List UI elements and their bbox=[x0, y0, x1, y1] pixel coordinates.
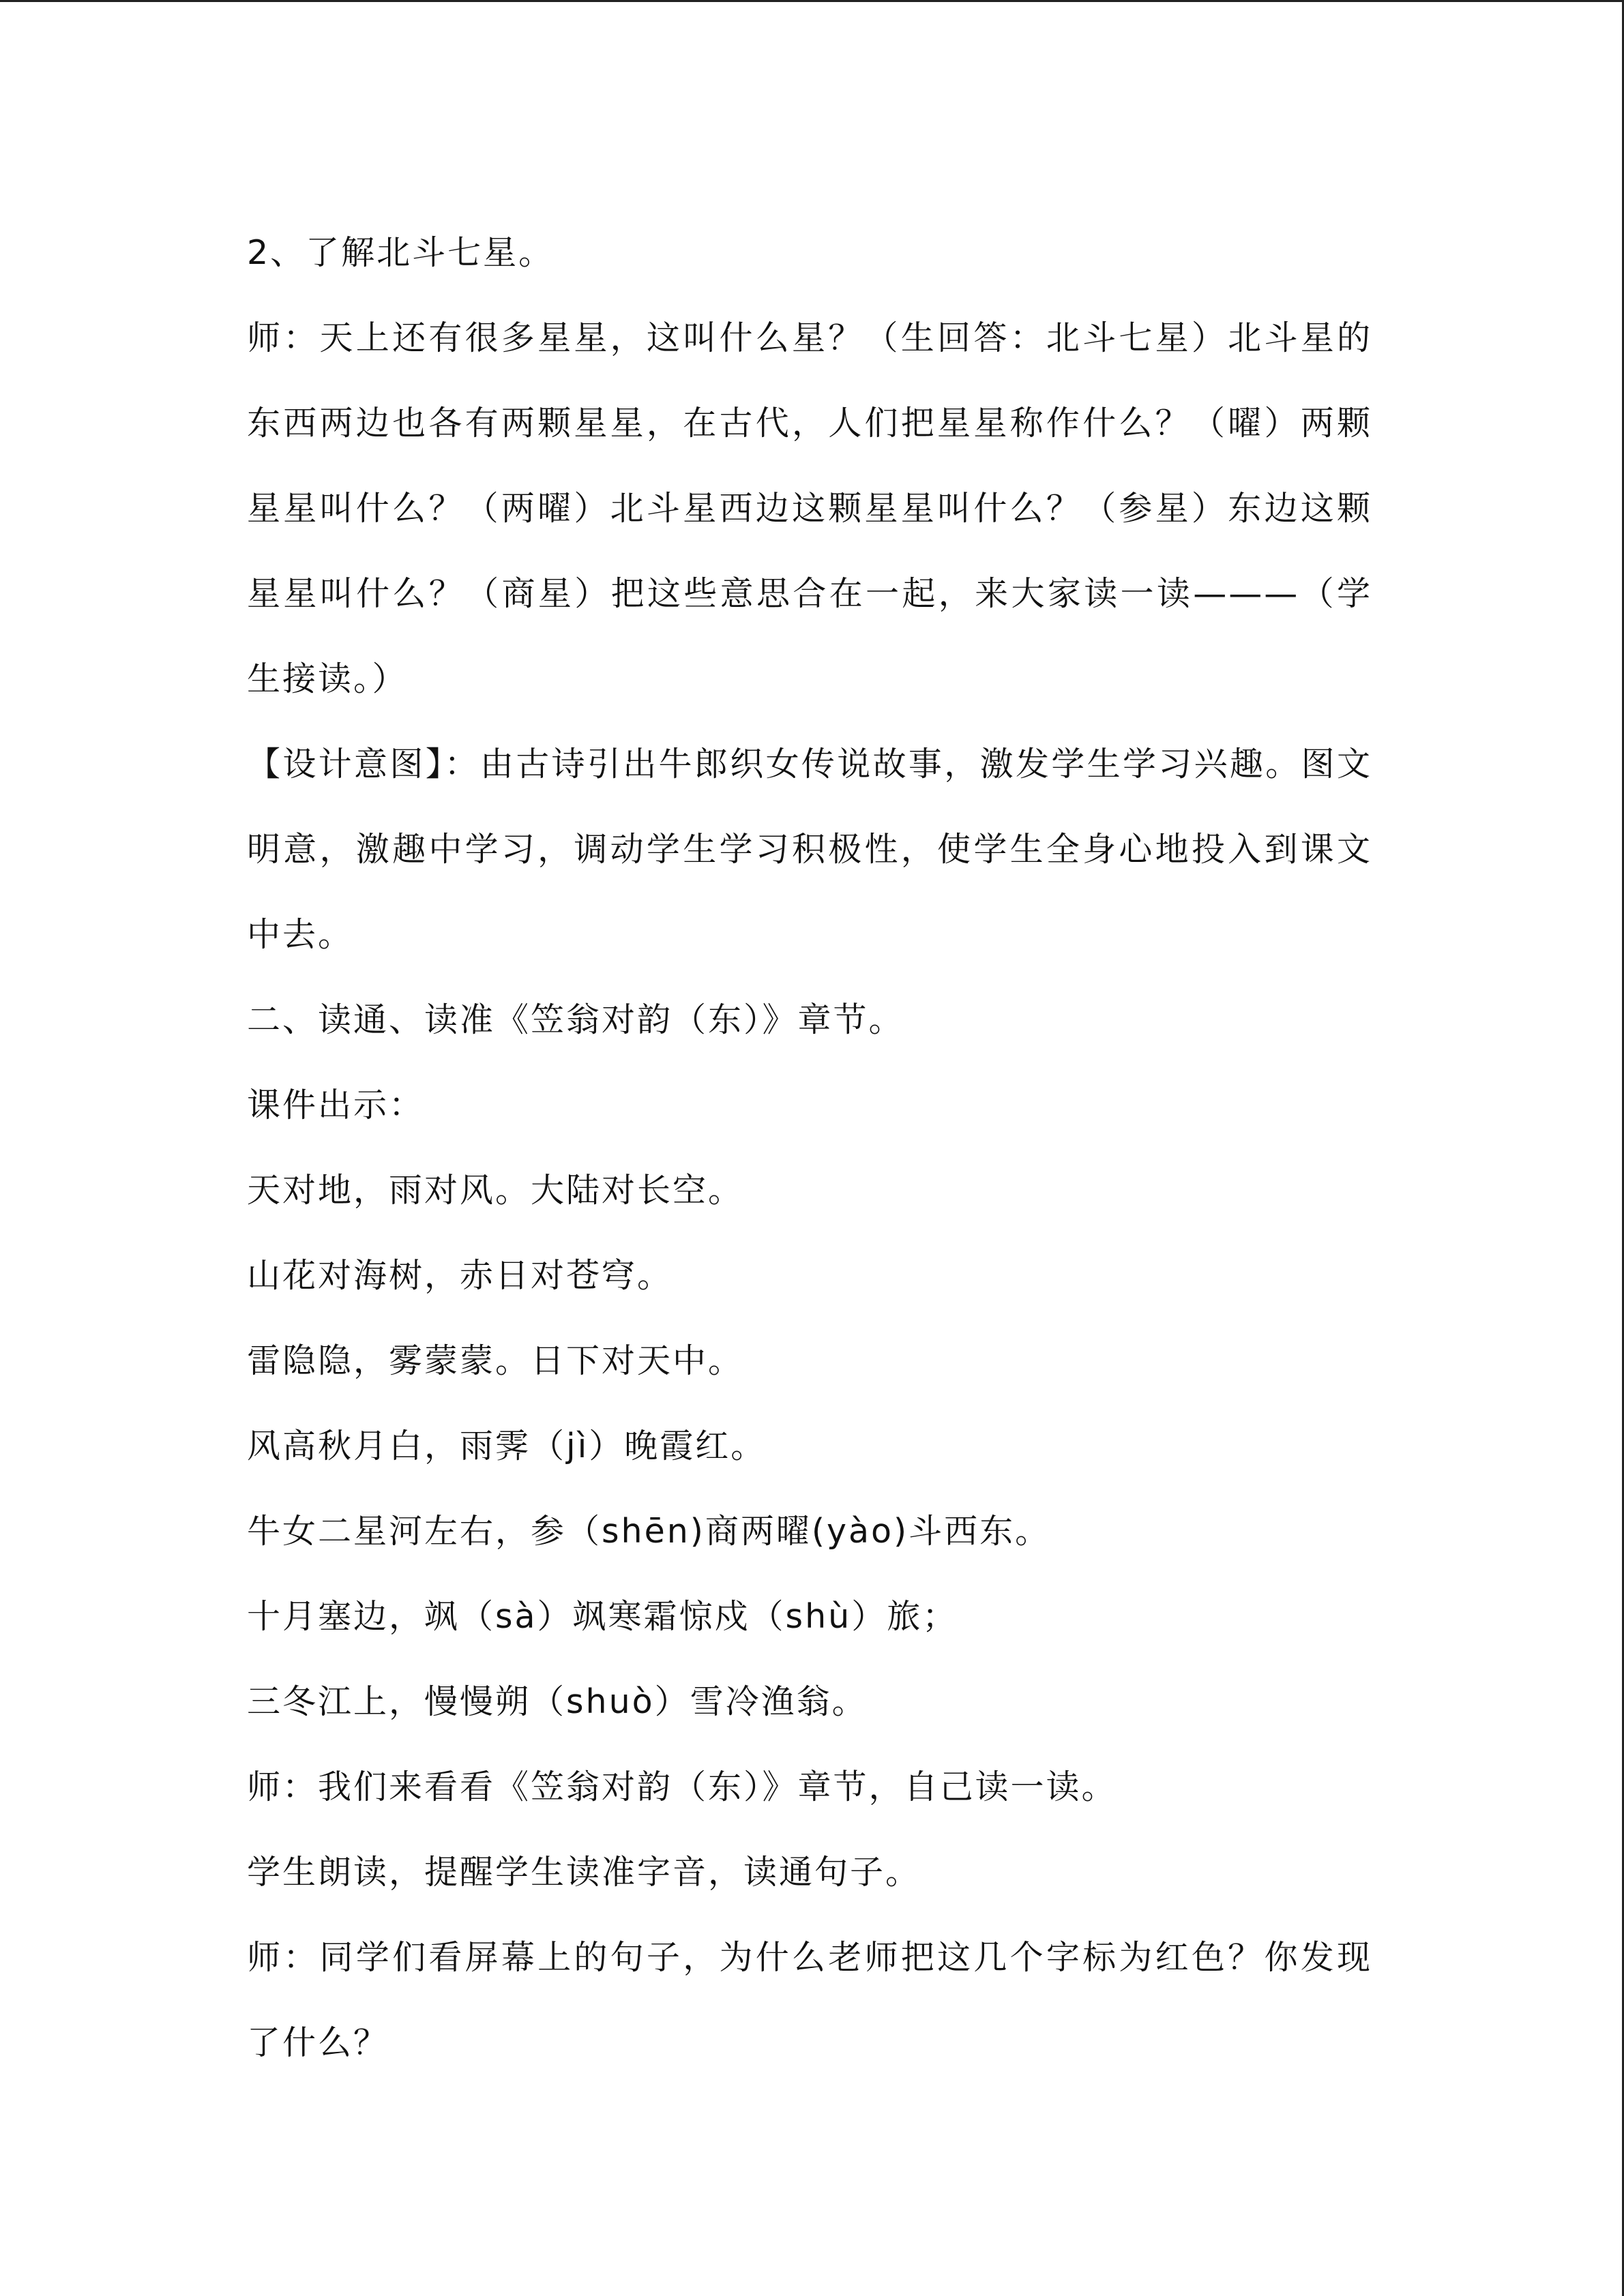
section-heading-beidou: 2、了解北斗七星。 bbox=[247, 233, 555, 272]
poem-line: 牛女二星河左右，参（shēn)商两曜(yào)斗西东。 bbox=[247, 1512, 1051, 1551]
poem-line: 天对地，雨对风。大陆对长空。 bbox=[247, 1171, 744, 1210]
design-intent-paragraph: 【设计意图】：由古诗引出牛郎织女传说故事，激发学生学习兴趣。图文明意，激趣中学习，调动学生学习积极性，使学生全身心地投入到课文中去。 bbox=[247, 745, 1372, 954]
section-heading-reading: 二、读通、读准《笠翁对韵（东）》章节。 bbox=[247, 1000, 904, 1039]
poem-line: 山花对海树，赤日对苍穹。 bbox=[247, 1256, 673, 1295]
courseware-label: 课件出示： bbox=[247, 1086, 425, 1124]
poem-line: 三冬江上，慢慢朔（shuò）雪冷渔翁。 bbox=[247, 1682, 868, 1721]
poem-line: 雷隐隐，雾蒙蒙。日下对天中。 bbox=[247, 1341, 744, 1380]
document-body bbox=[247, 210, 1372, 2085]
teacher-dialogue-paragraph: 师：天上还有很多星星，这叫什么星？（生回答：北斗七星）北斗星的东西两边也各有两颗星星，在古代，人们把星星称作什么？（曜）两颗星星叫什么？（两曜）北斗星西边这颗星星叫什么？（参星）东边这颗星星叫什么？（商星）把这些意思合在一起，来大家读一读———（学生接读。） bbox=[247, 318, 1372, 698]
poem-line: 风高秋月白，雨霁（jì）晚霞红。 bbox=[247, 1427, 767, 1465]
student-activity: 学生朗读，提醒学生读准字音，读通句子。 bbox=[247, 1853, 921, 1892]
poem-line: 十月塞边，飒（sà）飒寒霜惊戍（shù）旅； bbox=[247, 1597, 958, 1636]
teacher-instruction: 师：我们来看看《笠翁对韵（东）》章节，自己读一读。 bbox=[247, 1768, 1117, 1806]
teacher-question: 师：同学们看屏幕上的句子，为什么老师把这几个字标为红色？你发现了什么？ bbox=[247, 1938, 1372, 2062]
page-top-border bbox=[0, 0, 1624, 2]
